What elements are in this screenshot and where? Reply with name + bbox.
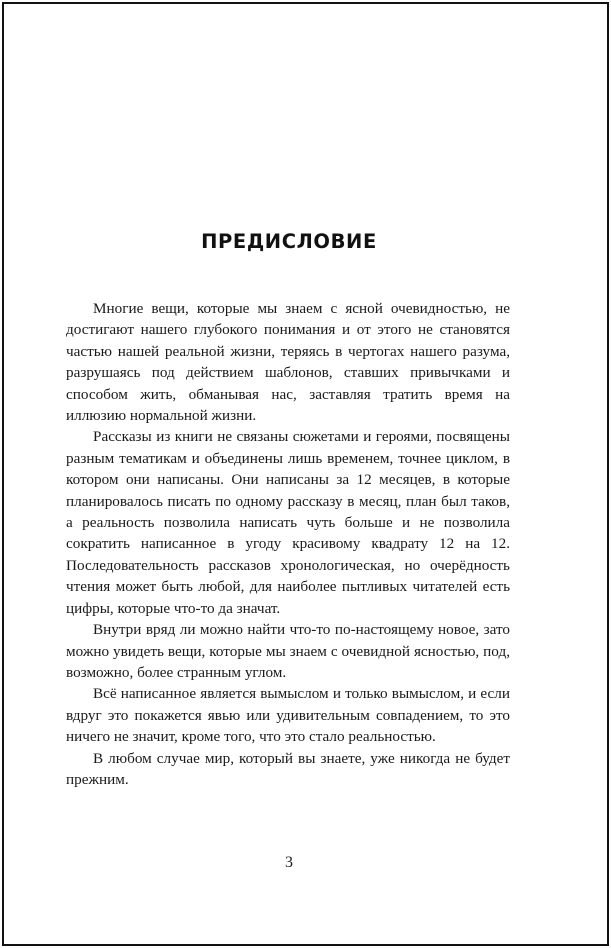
preface-text (66, 298, 510, 790)
page-number: 3 (285, 854, 293, 871)
paragraph-4: Всё написанное является вымыслом и только вымыслом, и если вдруг это покажется явью или удивительным совпадением, то это ничего не значит, кроме того, что это стало реальностью. (66, 685, 510, 746)
paragraph-1: Многие вещи, которые мы знаем с ясной очевидностью, не достигают нашего глубокого понимания и от этого не становятся частью нашей реальной жизни, теряясь в чертогах нашего разума, разрушаясь под действием шаблонов, ставших привычками и способом жить, обманывая нас, заставляя тратить время на иллюзию нормальной жизни. (66, 300, 510, 425)
chapter-title: ПРЕДИСЛОВИЕ (201, 230, 377, 253)
paragraph-3: Внутри вряд ли можно найти что-то по-настоящему новое, зато можно увидеть вещи, которые мы знаем с очевидной ясностью, под, возможно, более странным углом. (66, 621, 510, 681)
paragraph-5: В любом случае мир, который вы знаете, уже никогда не будет прежним. (66, 749, 510, 788)
book-page (2, 2, 609, 946)
paragraph-2: Рассказы из книги не связаны сюжетами и героями, посвящены разным тематикам и объединены лишь временем, точнее циклом, в котором они написаны. Они написаны за 12 месяцев, в которые планировалось писать по одному рассказу в месяц, план был таков, а реальность позволила написать чуть больше и не позволила сократить написанное в угоду красивому квадрату 12 на 12. Последовательность рассказов хронологическая, но очерёдность чтения может быть любой, для наиболее пытливых читателей есть цифры, которые что-то да значат. (66, 428, 510, 617)
